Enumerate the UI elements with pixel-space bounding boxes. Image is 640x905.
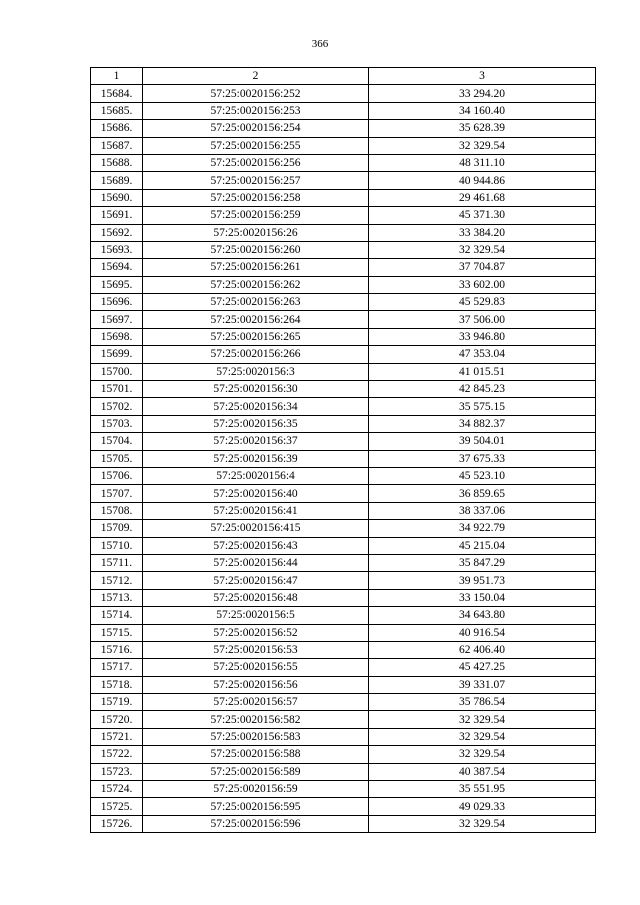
cadastral-number-cell: 57:25:0020156:256 <box>143 154 369 171</box>
table-row <box>91 607 596 624</box>
table-row <box>91 485 596 502</box>
value-cell: 62 406.40 <box>369 641 596 658</box>
row-number-cell: 15686. <box>91 120 143 137</box>
table-row <box>91 554 596 571</box>
table-row <box>91 276 596 293</box>
cadastral-number-cell: 57:25:0020156:596 <box>143 815 369 832</box>
table-row <box>91 154 596 171</box>
cadastral-number-cell: 57:25:0020156:252 <box>143 85 369 102</box>
row-number-cell: 15690. <box>91 189 143 206</box>
table-row <box>91 815 596 832</box>
table-row <box>91 746 596 763</box>
row-number-cell: 15717. <box>91 659 143 676</box>
table-row <box>91 241 596 258</box>
row-number-cell: 15723. <box>91 763 143 780</box>
cadastral-number-cell: 57:25:0020156:3 <box>143 363 369 380</box>
value-cell: 45 427.25 <box>369 659 596 676</box>
cadastral-number-cell: 57:25:0020156:4 <box>143 467 369 484</box>
row-number-cell: 15704. <box>91 433 143 450</box>
row-number-cell: 15707. <box>91 485 143 502</box>
cadastral-number-cell: 57:25:0020156:263 <box>143 294 369 311</box>
row-number-cell: 15711. <box>91 554 143 571</box>
row-number-cell: 15696. <box>91 294 143 311</box>
value-cell: 33 946.80 <box>369 328 596 345</box>
cadastral-number-cell: 57:25:0020156:37 <box>143 433 369 450</box>
value-cell: 35 847.29 <box>369 554 596 571</box>
value-cell: 48 311.10 <box>369 154 596 171</box>
value-cell: 42 845.23 <box>369 381 596 398</box>
value-cell: 35 551.95 <box>369 781 596 798</box>
value-cell: 37 675.33 <box>369 450 596 467</box>
table-row <box>91 781 596 798</box>
table-row <box>91 467 596 484</box>
value-cell: 35 575.15 <box>369 398 596 415</box>
cadastral-number-cell: 57:25:0020156:48 <box>143 589 369 606</box>
table-row <box>91 311 596 328</box>
table-row <box>91 763 596 780</box>
cadastral-number-cell: 57:25:0020156:261 <box>143 259 369 276</box>
table-body <box>91 85 596 833</box>
value-cell: 34 922.79 <box>369 520 596 537</box>
cadastral-number-cell: 57:25:0020156:583 <box>143 728 369 745</box>
row-number-cell: 15702. <box>91 398 143 415</box>
value-cell: 39 331.07 <box>369 676 596 693</box>
row-number-cell: 15713. <box>91 589 143 606</box>
table-row <box>91 102 596 119</box>
table-row <box>91 641 596 658</box>
cadastral-number-cell: 57:25:0020156:55 <box>143 659 369 676</box>
cadastral-number-cell: 57:25:0020156:260 <box>143 241 369 258</box>
cadastral-number-cell: 57:25:0020156:253 <box>143 102 369 119</box>
value-cell: 32 329.54 <box>369 241 596 258</box>
value-cell: 35 786.54 <box>369 694 596 711</box>
cadastral-number-cell: 57:25:0020156:53 <box>143 641 369 658</box>
row-number-cell: 15684. <box>91 85 143 102</box>
row-number-cell: 15697. <box>91 311 143 328</box>
cadastral-number-cell: 57:25:0020156:588 <box>143 746 369 763</box>
table-row <box>91 694 596 711</box>
value-cell: 41 015.51 <box>369 363 596 380</box>
column-header-number: 1 <box>91 68 143 85</box>
row-number-cell: 15718. <box>91 676 143 693</box>
table-row <box>91 450 596 467</box>
table-row <box>91 363 596 380</box>
cadastral-number-cell: 57:25:0020156:44 <box>143 554 369 571</box>
cadastral-number-cell: 57:25:0020156:264 <box>143 311 369 328</box>
table-row <box>91 381 596 398</box>
table-row <box>91 433 596 450</box>
cadastral-number-cell: 57:25:0020156:34 <box>143 398 369 415</box>
row-number-cell: 15700. <box>91 363 143 380</box>
cadastral-number-cell: 57:25:0020156:35 <box>143 415 369 432</box>
value-cell: 33 384.20 <box>369 224 596 241</box>
row-number-cell: 15694. <box>91 259 143 276</box>
row-number-cell: 15708. <box>91 502 143 519</box>
cadastral-number-cell: 57:25:0020156:43 <box>143 537 369 554</box>
row-number-cell: 15688. <box>91 154 143 171</box>
cadastral-number-cell: 57:25:0020156:57 <box>143 694 369 711</box>
row-number-cell: 15719. <box>91 694 143 711</box>
cadastral-number-cell: 57:25:0020156:41 <box>143 502 369 519</box>
row-number-cell: 15703. <box>91 415 143 432</box>
value-cell: 38 337.06 <box>369 502 596 519</box>
table-row <box>91 589 596 606</box>
row-number-cell: 15715. <box>91 624 143 641</box>
cadastral-number-cell: 57:25:0020156:265 <box>143 328 369 345</box>
value-cell: 49 029.33 <box>369 798 596 815</box>
table-row <box>91 398 596 415</box>
value-cell: 32 329.54 <box>369 711 596 728</box>
cadastral-number-cell: 57:25:0020156:262 <box>143 276 369 293</box>
table-row <box>91 137 596 154</box>
table-row <box>91 798 596 815</box>
cadastral-number-cell: 57:25:0020156:257 <box>143 172 369 189</box>
table-row <box>91 259 596 276</box>
column-header-value: 3 <box>369 68 596 85</box>
cadastral-number-cell: 57:25:0020156:59 <box>143 781 369 798</box>
row-number-cell: 15725. <box>91 798 143 815</box>
cadastral-number-cell: 57:25:0020156:254 <box>143 120 369 137</box>
table-row <box>91 224 596 241</box>
value-cell: 35 628.39 <box>369 120 596 137</box>
cadastral-number-cell: 57:25:0020156:415 <box>143 520 369 537</box>
value-cell: 45 529.83 <box>369 294 596 311</box>
row-number-cell: 15720. <box>91 711 143 728</box>
row-number-cell: 15687. <box>91 137 143 154</box>
value-cell: 32 329.54 <box>369 746 596 763</box>
page-number: 366 <box>311 38 329 50</box>
table-row <box>91 328 596 345</box>
cadastral-number-cell: 57:25:0020156:595 <box>143 798 369 815</box>
column-header-cadastral-number: 2 <box>143 68 369 85</box>
table-header-row <box>91 68 596 85</box>
table-row <box>91 502 596 519</box>
row-number-cell: 15712. <box>91 572 143 589</box>
table-row <box>91 624 596 641</box>
value-cell: 32 329.54 <box>369 728 596 745</box>
value-cell: 40 944.86 <box>369 172 596 189</box>
row-number-cell: 15693. <box>91 241 143 258</box>
value-cell: 33 150.04 <box>369 589 596 606</box>
value-cell: 39 504.01 <box>369 433 596 450</box>
row-number-cell: 15724. <box>91 781 143 798</box>
table-row <box>91 520 596 537</box>
row-number-cell: 15689. <box>91 172 143 189</box>
cadastral-number-cell: 57:25:0020156:39 <box>143 450 369 467</box>
row-number-cell: 15722. <box>91 746 143 763</box>
cadastral-number-cell: 57:25:0020156:30 <box>143 381 369 398</box>
table-row <box>91 189 596 206</box>
cadastral-number-cell: 57:25:0020156:47 <box>143 572 369 589</box>
value-cell: 34 882.37 <box>369 415 596 432</box>
table-row <box>91 120 596 137</box>
row-number-cell: 15695. <box>91 276 143 293</box>
cadastral-number-cell: 57:25:0020156:5 <box>143 607 369 624</box>
cadastral-number-cell: 57:25:0020156:582 <box>143 711 369 728</box>
table-row <box>91 346 596 363</box>
value-cell: 37 704.87 <box>369 259 596 276</box>
value-cell: 40 387.54 <box>369 763 596 780</box>
cadastral-number-cell: 57:25:0020156:258 <box>143 189 369 206</box>
cadastral-number-cell: 57:25:0020156:52 <box>143 624 369 641</box>
value-cell: 40 916.54 <box>369 624 596 641</box>
value-cell: 29 461.68 <box>369 189 596 206</box>
table-row <box>91 207 596 224</box>
row-number-cell: 15705. <box>91 450 143 467</box>
value-cell: 47 353.04 <box>369 346 596 363</box>
row-number-cell: 15692. <box>91 224 143 241</box>
row-number-cell: 15721. <box>91 728 143 745</box>
value-cell: 32 329.54 <box>369 137 596 154</box>
row-number-cell: 15726. <box>91 815 143 832</box>
cadastral-number-cell: 57:25:0020156:255 <box>143 137 369 154</box>
value-cell: 34 160.40 <box>369 102 596 119</box>
value-cell: 32 329.54 <box>369 815 596 832</box>
row-number-cell: 15699. <box>91 346 143 363</box>
table-row <box>91 85 596 102</box>
cadastral-number-cell: 57:25:0020156:56 <box>143 676 369 693</box>
value-cell: 45 523.10 <box>369 467 596 484</box>
value-cell: 34 643.80 <box>369 607 596 624</box>
table-row <box>91 728 596 745</box>
row-number-cell: 15706. <box>91 467 143 484</box>
cadastral-number-cell: 57:25:0020156:589 <box>143 763 369 780</box>
cadastral-number-cell: 57:25:0020156:266 <box>143 346 369 363</box>
cadastral-number-cell: 57:25:0020156:259 <box>143 207 369 224</box>
row-number-cell: 15709. <box>91 520 143 537</box>
value-cell: 39 951.73 <box>369 572 596 589</box>
value-cell: 45 215.04 <box>369 537 596 554</box>
row-number-cell: 15714. <box>91 607 143 624</box>
value-cell: 36 859.65 <box>369 485 596 502</box>
table-row <box>91 415 596 432</box>
value-cell: 45 371.30 <box>369 207 596 224</box>
value-cell: 33 602.00 <box>369 276 596 293</box>
row-number-cell: 15701. <box>91 381 143 398</box>
table-row <box>91 659 596 676</box>
table-row <box>91 711 596 728</box>
cadastral-value-table <box>90 67 596 833</box>
table-row <box>91 294 596 311</box>
row-number-cell: 15716. <box>91 641 143 658</box>
cadastral-number-cell: 57:25:0020156:26 <box>143 224 369 241</box>
value-cell: 33 294.20 <box>369 85 596 102</box>
row-number-cell: 15698. <box>91 328 143 345</box>
table-row <box>91 172 596 189</box>
cadastral-number-cell: 57:25:0020156:40 <box>143 485 369 502</box>
row-number-cell: 15710. <box>91 537 143 554</box>
table-row <box>91 537 596 554</box>
row-number-cell: 15685. <box>91 102 143 119</box>
table-row <box>91 676 596 693</box>
table-row <box>91 572 596 589</box>
row-number-cell: 15691. <box>91 207 143 224</box>
value-cell: 37 506.00 <box>369 311 596 328</box>
